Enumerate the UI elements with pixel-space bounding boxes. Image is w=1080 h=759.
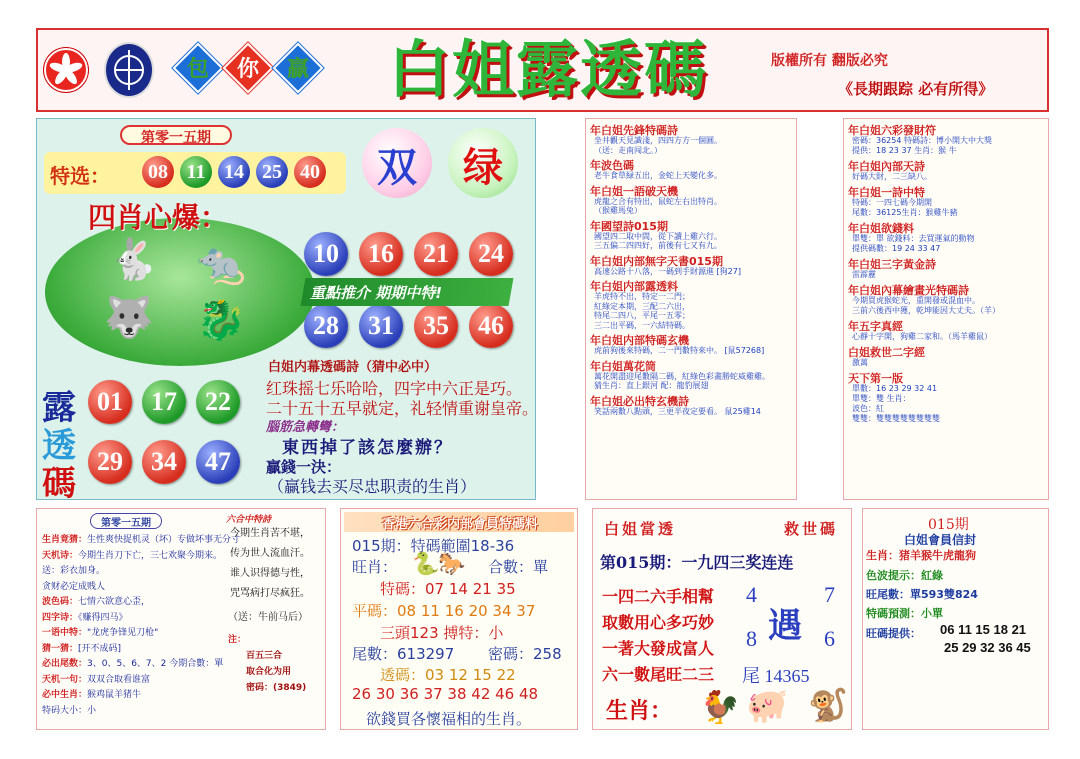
four-zodiac-title: 四肖心爆：: [88, 201, 229, 234]
slogan-text: 《長期跟踪 必有所得》: [838, 80, 994, 98]
b1-line: [42, 703, 96, 716]
b1-line: [42, 641, 121, 654]
section-title: 年白姐内部無字天書015期: [590, 254, 723, 268]
section-title: 年國望詩015期: [590, 219, 668, 233]
section-title: 年白姐六彩發財符: [848, 124, 936, 137]
b1-line: [42, 563, 105, 576]
b3-digit-2: 7: [824, 582, 835, 607]
b1-line: [42, 672, 150, 685]
badge-ying-label: 贏: [286, 57, 309, 82]
rooster-icon: 🐓: [700, 688, 740, 726]
b1-poem-line: 咒骂病打尽疯狂。: [230, 588, 310, 599]
b1-poem-line: 谁人识得德与性，: [230, 568, 310, 579]
section-title: 年波色碼: [590, 159, 634, 172]
b1-poem-title: 六合中特詩: [226, 515, 272, 525]
section-line: 特碼：一四七碼今期開: [852, 198, 932, 207]
snake-icon: 🐍: [412, 552, 440, 577]
b1-line-label: 一语中特：: [42, 628, 88, 638]
special-ball: 40: [294, 156, 326, 188]
b3-poem-line: 一四二六手相幫: [602, 587, 715, 606]
b3-digit-3: 8: [746, 626, 757, 651]
b2-password: 密碼：258: [488, 645, 562, 663]
zodiac-ball: 35: [414, 304, 458, 348]
section-title: 天下第一版: [848, 372, 903, 385]
b2-all-nums: 26 30 36 37 38 42 46 48: [352, 685, 539, 703]
b2-title: 香港六合彩内部會員特碼料: [381, 517, 538, 532]
pig-icon: 🐖: [746, 686, 789, 726]
b1-line-label: 生肖竟猜：: [42, 535, 88, 545]
b1-line-label: 四字诗：: [42, 612, 79, 623]
b1-line: [42, 532, 241, 545]
section-line: （送：走南闯北。）: [594, 145, 662, 155]
lu-char: 露: [42, 388, 76, 428]
b2-tail-nums: 尾數：613297: [352, 645, 455, 663]
section-line: 波色：紅: [852, 404, 884, 413]
section-title: 白姐救世二字經: [848, 346, 925, 359]
b2-footer: 欲錢買各懷福相的生肖。: [366, 710, 532, 728]
section-line: 老牛食草緑五出，金蛇上天變化多。: [594, 171, 722, 180]
b4-wang-label: 旺碼提供：: [866, 627, 921, 640]
b4-wang-nums-2: 25 29 32 36 45: [944, 640, 1031, 655]
section-line: 笑話兩數八點頭，三更半夜定要看。 鼠25雞14: [594, 406, 761, 416]
b4-title: 白姐會員信封: [904, 533, 977, 547]
b3-poem-line: 六一數尾旺二三: [602, 665, 715, 684]
section-line: 羊虎特不出，特定一二門；: [594, 292, 690, 301]
special-ball: 11: [180, 156, 212, 188]
money-label: 贏錢一決：: [266, 458, 342, 476]
zodiac-ball: 28: [304, 304, 348, 348]
section-line: 單數：16 23 29 32 41: [852, 384, 938, 393]
riddle-text: 東西掉了該怎麼辦？: [282, 438, 453, 458]
lu-ball: 22: [196, 380, 240, 424]
b1-note-line: 取合化为用: [246, 667, 292, 677]
b1-line: [42, 656, 222, 669]
b2-heshu: 合數：單: [488, 558, 549, 576]
b1-line: [42, 594, 150, 607]
green-char: 绿: [463, 145, 503, 191]
section-line: 國望四二取中間，從下讀上雞六行。: [594, 231, 722, 241]
b1-line-text: 猴鸡鼠羊猪牛: [87, 690, 142, 700]
tou-char: 透: [42, 426, 76, 466]
b1-line-label: 天机诗：: [42, 550, 79, 561]
section-title: 年白姐內部天詩: [848, 160, 925, 173]
section-line: 虎龍之合有特出，鼠蛇左右出特肖。: [594, 196, 722, 206]
section-line: 三二出平碼，一六結特碼。: [594, 320, 690, 330]
section-line: 虎前狗後來特碼，二一門數特來中。 [鼠57268]: [594, 346, 765, 355]
wolf-dog-icon: 🐺: [104, 295, 154, 341]
lu-ball: 17: [142, 380, 186, 424]
zodiac-ball: 24: [469, 232, 513, 276]
special-ball: 25: [256, 156, 288, 188]
section-line: 猜生肖：直上銀河 配：龍豹展翅: [594, 381, 709, 390]
b4-wang-tail: 旺尾數：單593雙824: [866, 588, 978, 601]
lu-ball: 47: [196, 440, 240, 484]
section-line: 三五偏二四四好，前後有七又有九。: [594, 241, 722, 250]
rat-icon: 🐀: [196, 241, 246, 287]
b1-line: [42, 579, 105, 592]
b1-line: [42, 610, 128, 623]
b1-note-line: 百五三合: [246, 651, 283, 661]
section-title: 年白姐萬花筒: [590, 359, 656, 373]
section-line: 雙雙：雙雙雙雙雙雙雙雙: [852, 414, 940, 423]
b3-digit-4: 6: [824, 626, 835, 651]
horse-icon: 🐎: [438, 552, 466, 577]
special-label: 特选：: [50, 164, 110, 188]
b3-issue-line: 第015期：一九四三奖连连: [600, 553, 794, 572]
b4-special-predict: 特碼預測：小單: [866, 607, 943, 620]
b3-title-left: 白姐當透: [604, 520, 677, 538]
b1-line-text: [开不成码]: [78, 643, 122, 654]
section-title: 年白姐先鋒特碼詩: [590, 124, 678, 137]
b1-line: [42, 687, 141, 700]
section-line: 特尾二四八，平尾一五零；: [594, 311, 690, 320]
special-ball: 14: [218, 156, 250, 188]
zodiac-ball: 46: [469, 304, 513, 348]
b1-poem-line: 传为世人流血汗。: [230, 548, 310, 559]
section-title: 年白姐一語破天機: [590, 184, 678, 198]
b1-line-label: 必出尾数：: [42, 659, 88, 669]
b3-title-right: 救世碼: [784, 520, 839, 538]
section-title: 年白姐必出特玄機詩: [590, 394, 689, 408]
b4-color-tip: 色波提示：紅綠: [866, 569, 943, 582]
money-text: （贏钱去买尽忠职责的生肖）: [268, 477, 477, 496]
section-line: 提供：18 23 37 生肖：猴 牛: [852, 146, 957, 155]
zodiac-ball: 31: [359, 304, 403, 348]
section-line: 萬花開盡迎尾數隔二碼，紅綠色彩畫勝蛇威雞雞。: [594, 371, 770, 381]
zodiac-ball: 16: [359, 232, 403, 276]
section-title: 年白姐一詩中特: [848, 186, 925, 199]
b3-tail: 尾 14365: [742, 666, 810, 686]
b4-issue: 015期: [928, 517, 969, 533]
section-line: 坐井觀天見識淺，四四方方一個圓。: [594, 136, 722, 145]
b1-note-line: 密码：(3849): [246, 683, 307, 693]
poem-title: 白姐内幕透碼詩（猜中必中）: [268, 360, 438, 375]
b1-line-text: 3、0、5、6、7、2 今期合數：單: [87, 659, 224, 669]
b2-issue-line: 015期：特碼範圍18-36: [352, 537, 515, 555]
bauhinia-logo-icon: [44, 48, 88, 92]
b2-three-heads: 三頭123 搏特：小: [380, 624, 504, 642]
section-line: 紅綠定本期，三配二六出，: [594, 301, 690, 311]
b1-line-text: 贪财必定成贱人: [42, 581, 106, 592]
section-line: 單雙：雙 生肖：: [852, 394, 911, 403]
b1-line-text: 特码大小：小: [42, 705, 97, 716]
b4-wang-nums-1: 06 11 15 18 21: [940, 622, 1027, 637]
green-oval: [45, 218, 315, 366]
dragon-icon: 🐉: [196, 297, 246, 343]
section-line: 今期買虎猴蛇光，重開發或混血中。: [852, 296, 980, 305]
b3-digit-1: 4: [746, 582, 757, 607]
b3-poem-line: 一著大發成富人: [602, 639, 715, 658]
b1-poem-send: （送：牛前马后）: [228, 612, 308, 623]
b1-line-label: 必中生肖：: [42, 690, 88, 700]
b2-ping-codes: 平碼：08 11 16 20 34 37: [352, 602, 536, 620]
zodiac-ball: 10: [304, 232, 348, 276]
header-bar: [36, 28, 1049, 112]
b3-poem-line: 取數用心多巧妙: [602, 613, 715, 632]
section-title: 年白姐欲錢料: [848, 222, 914, 235]
b2-special-codes: 特碼：07 14 21 35: [380, 580, 516, 598]
ma-char: 碼: [42, 464, 76, 504]
poem-line-2: 二十五十五早就定，礼轻情重谢皇帝。: [266, 399, 539, 418]
special-ball: 08: [142, 156, 174, 188]
badge-ni-label: 你: [236, 57, 259, 82]
b1-line-text: "龙虎争锋见刀枪": [87, 628, 159, 638]
lu-ball: 34: [142, 440, 186, 484]
b1-line-label: 天机一句：: [42, 674, 88, 685]
poem-line-1: 红珠摇七乐哈哈，四字中六正是巧。: [266, 379, 523, 398]
zodiac-ball: 21: [414, 232, 458, 276]
section-line: 提供碼數：19 24 33 47: [852, 244, 941, 253]
b1-poem-line: 今期生肖苦不堪，: [230, 528, 310, 539]
riddle-label: 腦筋急轉彎：: [266, 420, 345, 435]
section-title: 年白姐三字黃金詩: [848, 258, 936, 271]
b2-wang-label: 旺肖：: [352, 558, 398, 576]
b1-line-text: 双双合取看谁富: [87, 674, 151, 685]
section-line: 好碼大財，二三缺八。: [852, 172, 932, 181]
b4-shengxiao: 生肖：猪羊猴牛虎龍狗: [866, 549, 976, 562]
section-line: 單雙：單 欲錢料：去買運氣的動物: [852, 234, 975, 243]
b1-line-text: 生性爽快捉机灵（坏）专做坏事无分寸: [87, 535, 241, 545]
b1-line-text: 《赚得四马》: [78, 612, 128, 623]
b1-line: [42, 625, 158, 638]
b3-big-char: 遇: [768, 606, 802, 646]
banner-text: 重點推介 期期中特!: [310, 284, 443, 302]
lu-ball: 01: [88, 380, 132, 424]
b1-line: [42, 548, 222, 561]
b1-line-text: 送：彩衣加身。: [42, 566, 106, 576]
section-line: 三前六後西中獲，乾坤能因大丈夫。（羊）: [852, 306, 1000, 315]
b1-issue: 第零一五期: [90, 513, 162, 529]
lu-ball: 29: [88, 440, 132, 484]
section-title: 年白姐內幕繪畫光特碼詩: [848, 284, 969, 297]
section-line: 尾數：36125生肖：猴雞牛豬: [852, 208, 958, 217]
b1-line-text: 七情六欲意心歪，: [78, 597, 151, 607]
copyright-text: 版權所有 翻版必究: [771, 53, 888, 69]
b2-tou-ma: 透碼：03 12 15 22: [380, 666, 516, 684]
section-title: 年白姐内部露透料: [590, 280, 678, 293]
monkey-icon: 🐒: [808, 686, 848, 724]
section-title: 年五字真經: [848, 320, 903, 333]
badge-bao-label: 包: [186, 57, 209, 82]
section-line: （猴雞馬兔）: [594, 206, 642, 215]
section-line: 激萬: [852, 358, 868, 367]
section-line: 心靜十字開，狗雞二家和。（馬羊雞鼠）: [852, 332, 992, 341]
section-title: 年白姐内部特碼玄機: [590, 334, 689, 347]
issue-label: 第零一五期: [120, 125, 232, 145]
b1-line-text: 今期生肖刀下亡，三七欢聚今期来。: [78, 550, 223, 561]
section-line: 高速公路十八落，一碼到手財源進 [狗27]: [594, 266, 741, 276]
b1-line-label: 猜一猜：: [42, 643, 79, 654]
double-char: 双: [377, 145, 417, 191]
jockey-club-logo-icon: [104, 42, 154, 98]
page-title: 白姐露透碼: [387, 33, 708, 106]
b3-shengxiao-label: 生肖：: [606, 699, 673, 724]
rabbit-icon: 🐇: [108, 237, 158, 283]
section-line: 雷霹靂: [852, 270, 876, 279]
b1-note-line: 注：: [228, 635, 247, 645]
b1-line-label: 波色码：: [42, 597, 79, 607]
section-line: 密碼：36254 特碼詩：博小開大中大獎: [852, 136, 992, 145]
